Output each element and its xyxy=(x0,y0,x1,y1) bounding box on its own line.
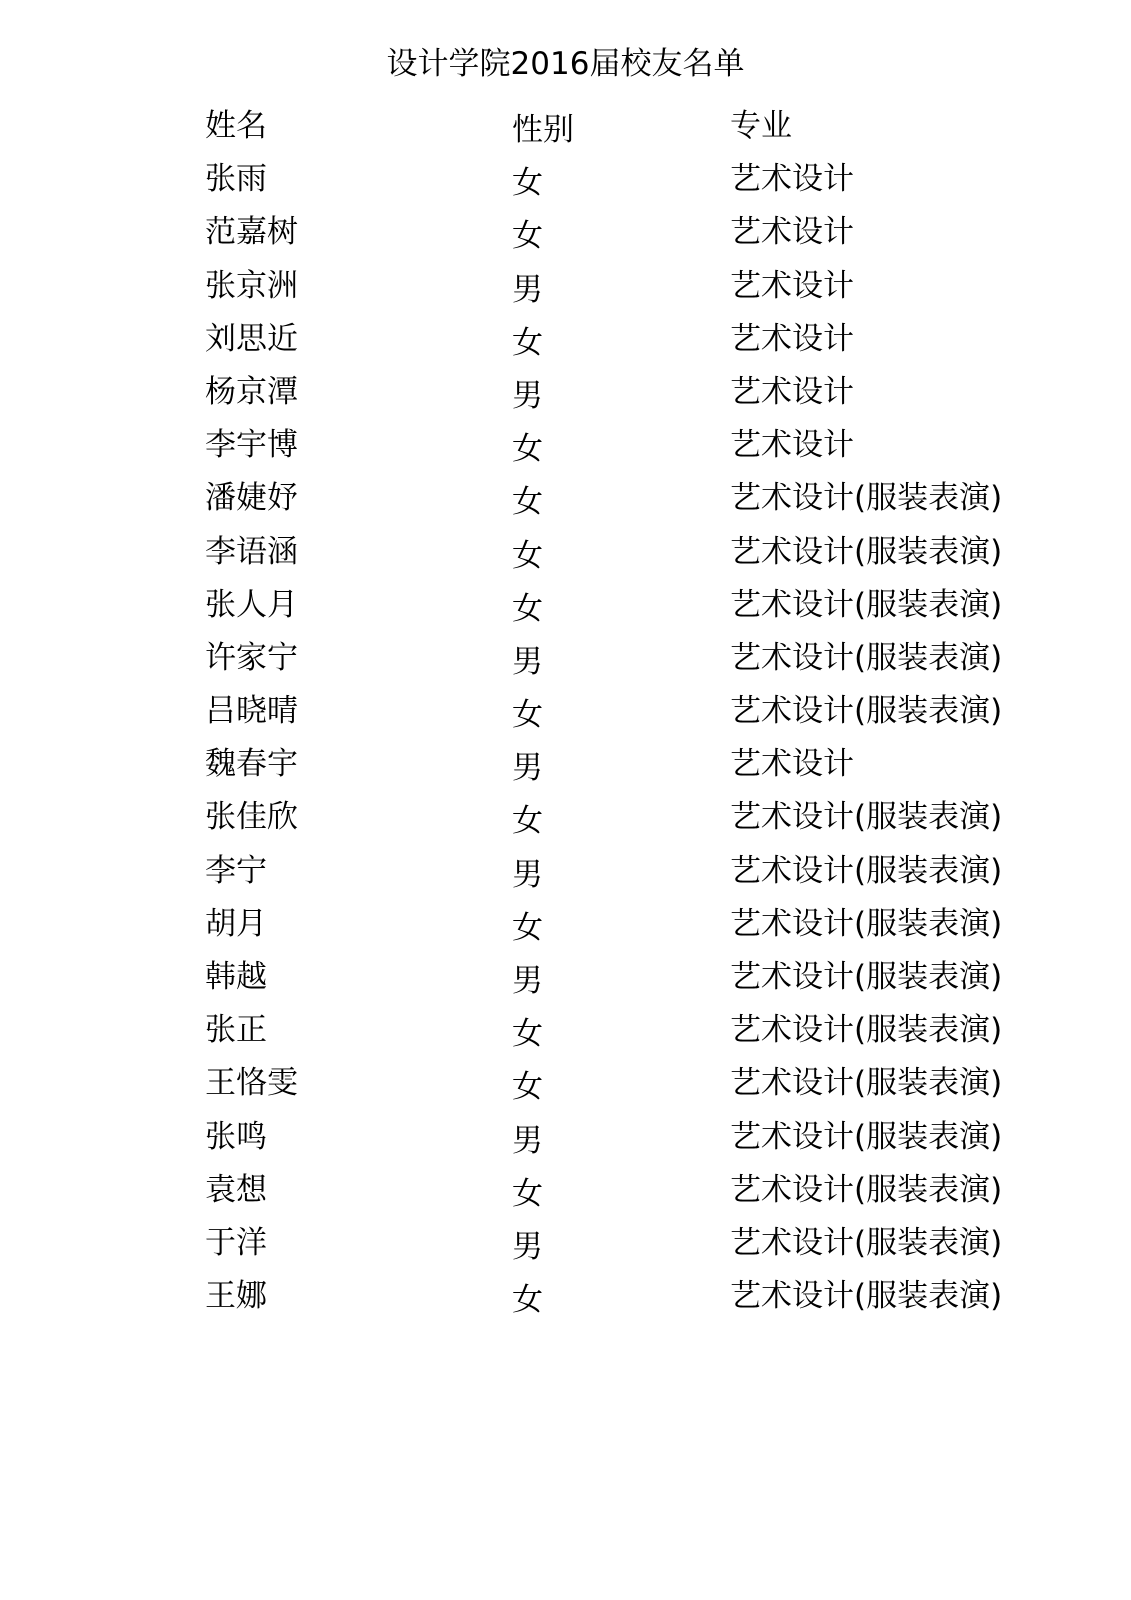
major-cell: 艺术设计 xyxy=(730,427,854,464)
table-header-row xyxy=(0,100,1131,153)
name-cell: 杨京潭 xyxy=(205,373,298,410)
gender-cell: 女 xyxy=(512,431,543,468)
name-cell: 李宁 xyxy=(205,852,267,889)
table-row xyxy=(0,526,1131,579)
major-cell: 艺术设计(服装表演) xyxy=(730,852,1003,889)
name-cell: 范嘉树 xyxy=(205,214,298,251)
gender-cell: 女 xyxy=(512,697,543,734)
major-cell: 艺术设计 xyxy=(730,267,854,304)
gender-cell: 女 xyxy=(512,1016,543,1053)
document-title: 设计学院2016届校友名单 xyxy=(386,46,745,82)
gender-cell: 女 xyxy=(512,218,543,255)
major-cell: 艺术设计 xyxy=(730,746,854,783)
table-row xyxy=(0,685,1131,738)
gender-cell: 女 xyxy=(512,324,543,361)
gender-cell: 女 xyxy=(512,537,543,574)
gender-cell: 女 xyxy=(512,909,543,946)
name-cell: 魏春宇 xyxy=(205,746,298,783)
major-cell: 艺术设计(服装表演) xyxy=(730,1224,1003,1261)
gender-cell: 男 xyxy=(512,1122,543,1159)
name-cell: 张正 xyxy=(205,1012,267,1049)
name-cell: 李语涵 xyxy=(205,533,298,570)
major-cell: 艺术设计(服装表演) xyxy=(730,693,1003,730)
table-row xyxy=(0,1057,1131,1110)
table-row xyxy=(0,366,1131,419)
major-cell: 艺术设计(服装表演) xyxy=(730,533,1003,570)
gender-cell: 女 xyxy=(512,1282,543,1319)
gender-cell: 女 xyxy=(512,484,543,521)
table-row xyxy=(0,1270,1131,1323)
name-cell: 张鸣 xyxy=(205,1118,267,1155)
major-cell: 艺术设计 xyxy=(730,161,854,198)
table-row xyxy=(0,313,1131,366)
table-row xyxy=(0,1004,1131,1057)
name-cell: 于洋 xyxy=(205,1224,267,1261)
major-cell: 艺术设计(服装表演) xyxy=(730,1065,1003,1102)
name-cell: 王恪雯 xyxy=(205,1065,298,1102)
major-cell: 艺术设计 xyxy=(730,373,854,410)
table-row xyxy=(0,951,1131,1004)
name-cell: 张佳欣 xyxy=(205,799,298,836)
gender-cell: 男 xyxy=(512,963,543,999)
major-cell: 艺术设计(服装表演) xyxy=(730,639,1003,676)
name-cell: 李宇博 xyxy=(205,427,298,464)
gender-cell: 男 xyxy=(512,271,543,308)
major-cell: 艺术设计(服装表演) xyxy=(730,480,1003,517)
name-cell: 吕晓晴 xyxy=(205,693,298,730)
name-cell: 张京洲 xyxy=(205,267,298,304)
gender-cell: 男 xyxy=(512,750,543,787)
major-cell: 艺术设计(服装表演) xyxy=(730,1118,1003,1155)
name-cell: 胡月 xyxy=(205,905,267,942)
major-cell: 艺术设计(服装表演) xyxy=(730,905,1003,942)
table-row xyxy=(0,153,1131,206)
name-cell: 王娜 xyxy=(205,1278,267,1315)
table-row xyxy=(0,1217,1131,1270)
major-cell: 艺术设计(服装表演) xyxy=(730,1012,1003,1049)
table-row xyxy=(0,791,1131,844)
major-cell: 艺术设计(服装表演) xyxy=(730,586,1003,623)
gender-cell: 女 xyxy=(512,1175,543,1212)
table-row xyxy=(0,632,1131,685)
table-body xyxy=(0,153,1131,1323)
major-cell: 艺术设计(服装表演) xyxy=(730,1171,1003,1208)
name-cell: 刘思近 xyxy=(205,320,298,357)
major-cell: 艺术设计(服装表演) xyxy=(730,959,1003,995)
name-cell: 韩越 xyxy=(205,959,267,995)
major-cell: 艺术设计 xyxy=(730,214,854,251)
name-cell: 许家宁 xyxy=(205,639,298,676)
gender-cell: 男 xyxy=(512,643,543,680)
table-row xyxy=(0,472,1131,525)
table-row xyxy=(0,1164,1131,1217)
table-row xyxy=(0,260,1131,313)
gender-cell: 女 xyxy=(512,590,543,627)
gender-cell: 女 xyxy=(512,803,543,840)
gender-cell: 男 xyxy=(512,1228,543,1265)
table-row xyxy=(0,845,1131,898)
major-cell: 艺术设计 xyxy=(730,320,854,357)
table-row xyxy=(0,898,1131,951)
name-cell: 袁想 xyxy=(205,1171,267,1208)
major-cell: 艺术设计(服装表演) xyxy=(730,799,1003,836)
header-name: 姓名 xyxy=(205,108,267,144)
table-row xyxy=(0,579,1131,632)
header-gender: 性别 xyxy=(512,112,574,148)
table-row xyxy=(0,419,1131,472)
table-row xyxy=(0,738,1131,791)
name-cell: 张雨 xyxy=(205,161,267,198)
table-row xyxy=(0,1111,1131,1164)
gender-cell: 男 xyxy=(512,856,543,893)
table-row xyxy=(0,206,1131,259)
name-cell: 潘婕妤 xyxy=(205,480,298,517)
gender-cell: 女 xyxy=(512,165,543,202)
gender-cell: 女 xyxy=(512,1069,543,1106)
major-cell: 艺术设计(服装表演) xyxy=(730,1278,1003,1315)
name-cell: 张人月 xyxy=(205,586,298,623)
header-major: 专业 xyxy=(730,108,792,144)
alumni-table xyxy=(0,100,1131,1323)
gender-cell: 男 xyxy=(512,377,543,414)
